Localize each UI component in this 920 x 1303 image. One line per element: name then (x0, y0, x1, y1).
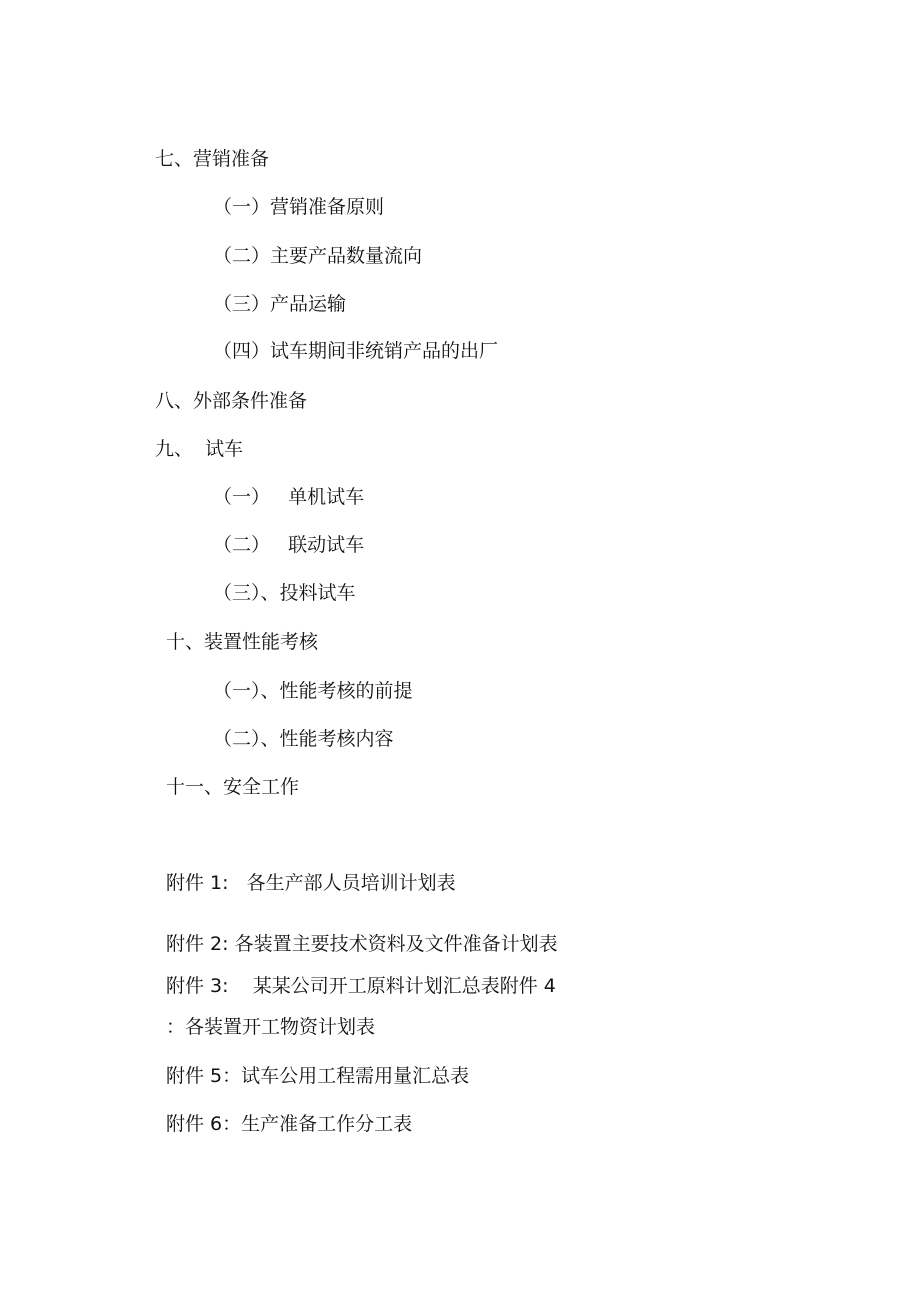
section-10-heading: 十、装置性能考核 (166, 631, 319, 653)
section-11-heading: 十一、安全工作 (166, 776, 300, 798)
section-10-2: （二）、性能考核内容 (213, 728, 394, 750)
section-9-3: （三）、投料试车 (213, 582, 356, 604)
section-7-1: （一）营销准备原则 (213, 196, 385, 218)
section-7-heading: 七、营销准备 (155, 148, 270, 170)
attachment-1: 附件 1: 各生产部人员培训计划表 (166, 872, 456, 894)
section-7-2: （二）主要产品数量流向 (213, 245, 423, 267)
section-10-1: （一）、性能考核的前提 (213, 680, 413, 702)
attachment-3-continued: ：各装置开工物资计划表 (166, 1016, 376, 1038)
attachment-6: 附件 6：生产准备工作分工表 (166, 1113, 413, 1135)
attachment-5: 附件 5：试车公用工程需用量汇总表 (166, 1065, 470, 1087)
section-7-3: （三）产品运输 (213, 293, 347, 315)
attachment-3: 附件 3: 某某公司开工原料计划汇总表附件 4 (166, 975, 556, 997)
section-9-1: （一） 单机试车 (213, 486, 365, 508)
section-8-heading: 八、外部条件准备 (155, 390, 308, 412)
section-9-2: （二） 联动试车 (213, 534, 365, 556)
section-9-heading: 九、 试车 (155, 438, 244, 460)
attachment-2: 附件 2: 各装置主要技术资料及文件准备计划表 (166, 933, 558, 955)
section-7-4: （四）试车期间非统销产品的出厂 (213, 340, 499, 362)
